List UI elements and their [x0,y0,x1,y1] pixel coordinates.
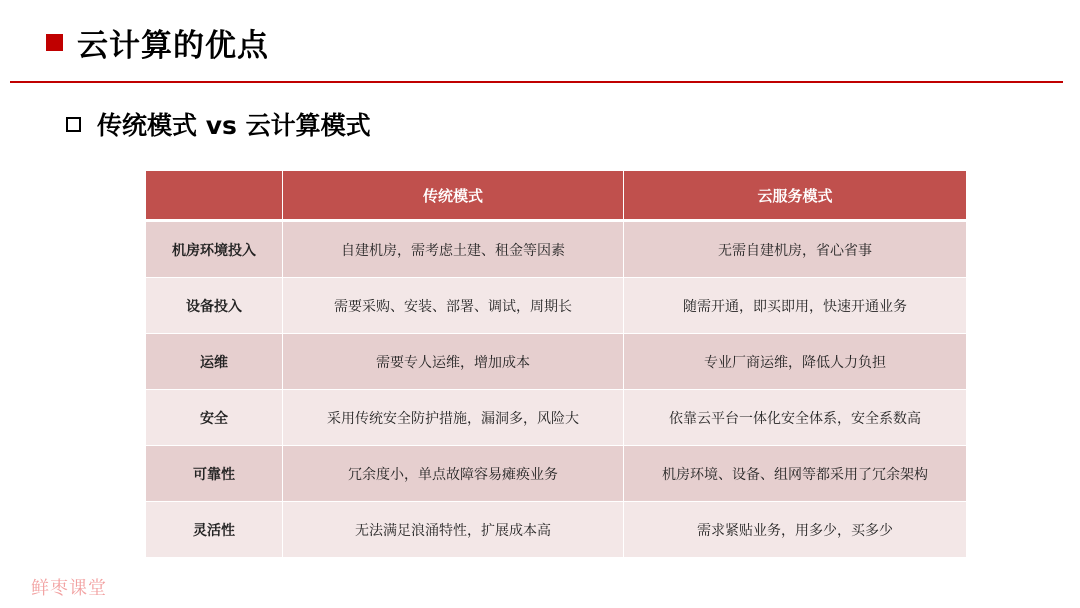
table-row [146,278,967,334]
row-label: 机房环境投入 [146,221,283,278]
table-row [146,334,967,390]
traditional-cell: 无法满足浪涌特性，扩展成本高 [283,502,624,558]
cloud-cell: 专业厂商运维，降低人力负担 [624,334,967,390]
watermark-text: 鲜枣课堂 [31,578,107,599]
table-row [146,446,967,502]
table-header-row [146,171,967,221]
subtitle-bullet-box [66,117,81,132]
title-divider [10,81,1063,83]
row-label: 运维 [146,334,283,390]
slide-title [46,20,269,65]
traditional-cell: 需要专人运维，增加成本 [283,334,624,390]
comparison-table [145,170,967,558]
header-cell-empty [146,171,283,221]
cloud-cell: 随需开通，即买即用，快速开通业务 [624,278,967,334]
traditional-cell: 自建机房，需考虑土建、租金等因素 [283,221,624,278]
subtitle [66,106,371,142]
cloud-cell: 机房环境、设备、组网等都采用了冗余架构 [624,446,967,502]
row-label: 设备投入 [146,278,283,334]
traditional-cell: 需要采购、安装、部署、调试，周期长 [283,278,624,334]
table-row [146,390,967,446]
cloud-cell: 依靠云平台一体化安全体系，安全系数高 [624,390,967,446]
row-label: 可靠性 [146,446,283,502]
cloud-cell: 无需自建机房，省心省事 [624,221,967,278]
header-cell-traditional: 传统模式 [283,171,624,221]
table-row [146,502,967,558]
title-bullet-square [46,34,63,51]
subtitle-text: 传统模式 vs 云计算模式 [97,111,371,140]
cloud-cell: 需求紧贴业务，用多少，买多少 [624,502,967,558]
traditional-cell: 冗余度小，单点故障容易瘫痪业务 [283,446,624,502]
slide-title-text: 云计算的优点 [77,28,269,64]
row-label: 安全 [146,390,283,446]
traditional-cell: 采用传统安全防护措施，漏洞多，风险大 [283,390,624,446]
table-row [146,221,967,278]
row-label: 灵活性 [146,502,283,558]
header-cell-cloud: 云服务模式 [624,171,967,221]
